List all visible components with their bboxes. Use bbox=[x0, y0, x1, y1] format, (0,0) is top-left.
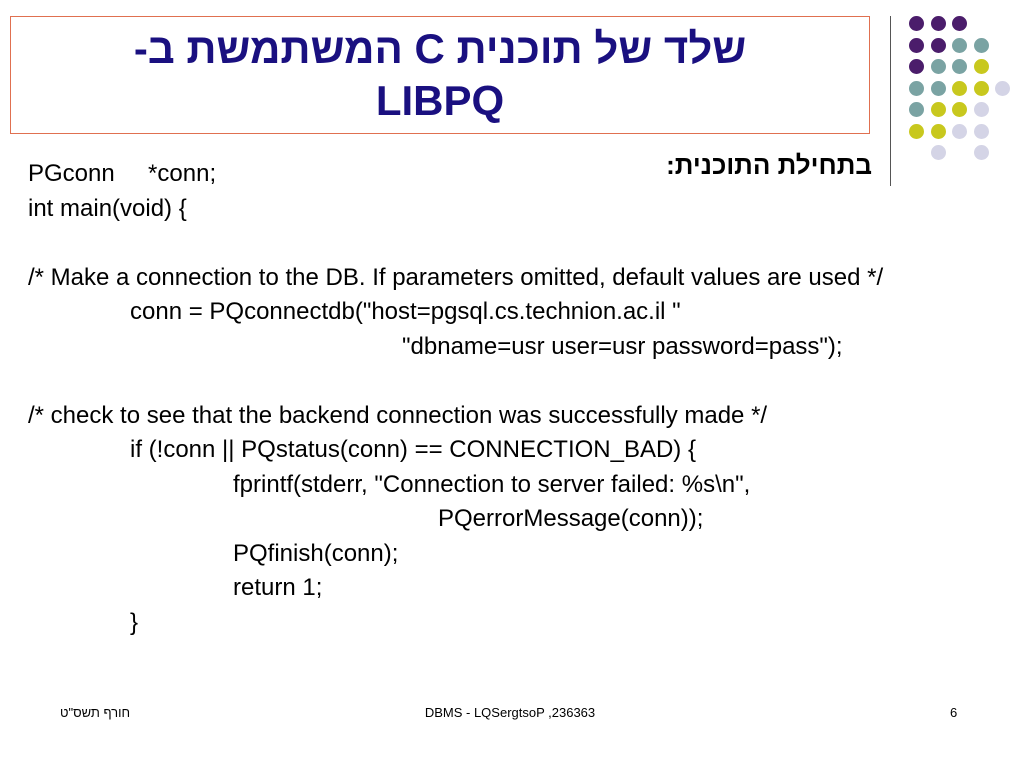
decorative-dot bbox=[974, 38, 989, 53]
code-line: PQerrorMessage(conn)); bbox=[438, 505, 704, 532]
code-comment: /* check to see that the backend connection was successfully made */ bbox=[28, 401, 768, 429]
decorative-dot bbox=[931, 38, 946, 53]
code-line: return 1; bbox=[233, 574, 323, 601]
code-line: PQfinish(conn); bbox=[233, 539, 399, 567]
slide-number: 6 bbox=[950, 705, 958, 720]
code-block bbox=[28, 157, 1003, 640]
code-line: "dbname=usr user=usr password=pass"); bbox=[402, 332, 843, 360]
decorative-dot bbox=[974, 59, 989, 74]
decorative-dot bbox=[931, 59, 946, 74]
code-line: } bbox=[130, 608, 139, 636]
decorative-dot bbox=[931, 16, 946, 31]
footer-date: חורף תשס"ט bbox=[60, 705, 131, 720]
code-line-blank bbox=[28, 364, 1003, 399]
code-comment: /* Make a connection to the DB. If parameters omitted, default values are used */ bbox=[28, 263, 884, 291]
decorative-dot bbox=[909, 59, 924, 74]
decorative-dot bbox=[909, 102, 924, 117]
slide-title bbox=[10, 16, 870, 134]
code-line: conn = PQconnectdb("host=pgsql.cs.technion.ac.il " bbox=[130, 298, 681, 325]
code-line: if (!conn || PQstatus(conn) == CONNECTION_BAD) { bbox=[130, 436, 696, 463]
decorative-dot bbox=[909, 81, 924, 96]
code-line-blank bbox=[28, 226, 1003, 261]
decorative-dot bbox=[952, 38, 967, 53]
decorative-dot bbox=[909, 38, 924, 53]
code-line: fprintf(stderr, "Connection to server failed: %s\n", bbox=[233, 470, 751, 498]
title-line-1: שלד של תוכנית C המשתמשת ב- bbox=[133, 25, 747, 72]
decorative-dot bbox=[931, 102, 946, 117]
decorative-dot bbox=[952, 59, 967, 74]
footer-course: DBMS - LQSergtsoP ,236363 bbox=[424, 705, 596, 720]
decorative-dot bbox=[995, 81, 1010, 96]
code-line: PGconn *conn; bbox=[28, 160, 217, 187]
decorative-dot bbox=[952, 16, 967, 31]
decorative-dot bbox=[974, 81, 989, 96]
title-line-2: LIBPQ bbox=[375, 77, 505, 124]
decorative-dot bbox=[931, 81, 946, 96]
subheading: בתחילת התוכנית: bbox=[666, 150, 872, 180]
decorative-dot bbox=[931, 124, 946, 139]
decorative-dot bbox=[952, 102, 967, 117]
decorative-dot bbox=[974, 102, 989, 117]
decorative-dot bbox=[952, 81, 967, 96]
decorative-dot bbox=[909, 16, 924, 31]
code-line: int main(void) { bbox=[28, 194, 187, 222]
decorative-dot bbox=[909, 124, 924, 139]
decorative-dot bbox=[952, 124, 967, 139]
decorative-dot bbox=[974, 124, 989, 139]
